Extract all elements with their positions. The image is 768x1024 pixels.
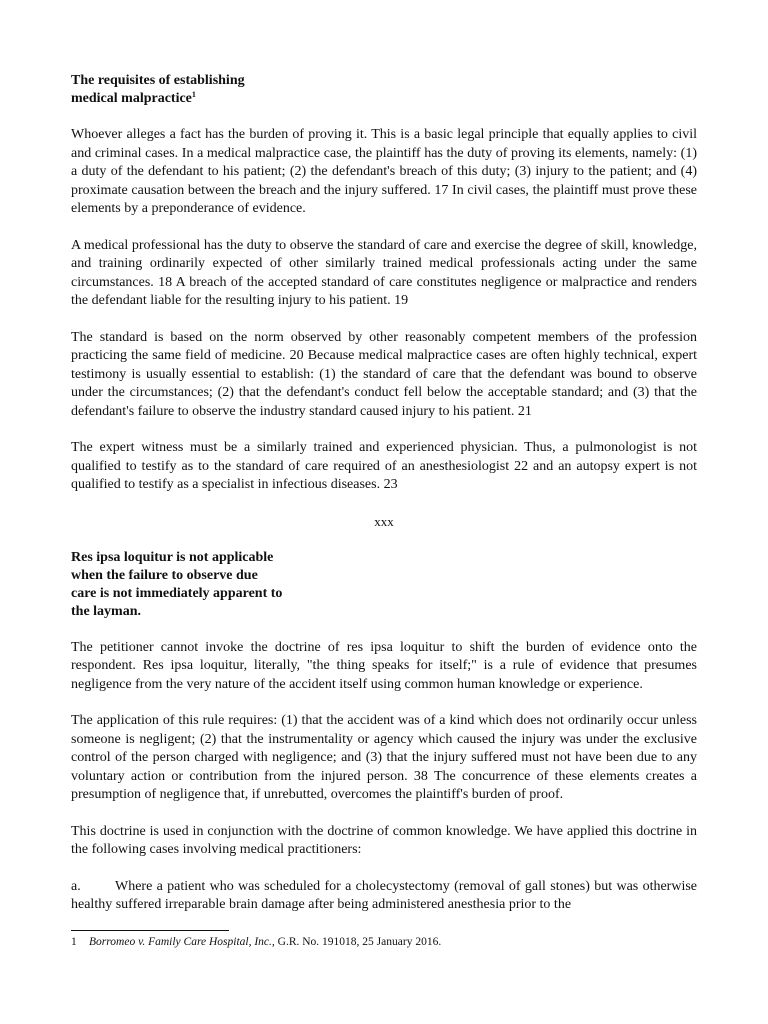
footnote-case-name: Borromeo v. Family Care Hospital, Inc., [89, 936, 275, 948]
paragraph-common-knowledge: This doctrine is used in conjunction with the doctrine of common knowledge. We have applied this doctrine in the following cases involving medical practitioners: [71, 823, 697, 857]
heading-line-1: The requisites of establishing [71, 73, 245, 88]
section-separator: xxx [374, 513, 394, 529]
section-heading-res-ipsa [71, 549, 697, 621]
document-page [71, 72, 697, 915]
paragraph-res-ipsa-definition: The petitioner cannot invoke the doctrine of res ipsa loquitur to shift the burden of evidence onto the respondent. Res ipsa loquitur, literally, "the thing speaks for itself;" is a rule of evidence that presumes negligence from the very nature of the accident itself using common human knowledge or experience. [71, 639, 697, 692]
heading-line: when the failure to observe due [71, 567, 258, 583]
paragraph-expert-witness: The expert witness must be a similarly trained and experienced physician. Thus, a pulmonologist is not qualified to testify as to the standard of care required of an anesthesiologist 22 and an autopsy expert is not qualified to testify as a specialist in infectious diseases. 23 [71, 440, 697, 492]
paragraph-standard: The standard is based on the norm observed by other reasonably competent members of the profession practicing the same field of medicine. 20 Because medical malpractice cases are often highly technical, expert testimony is usually essential to establish: (1) the standard of care that the defendant was bound to observe under the circumstances; (2) that the defendant's conduct fell below the acceptable standard; and (3) that the defendant's failure to observe the industry standard caused injury to his patient. 21 [71, 329, 697, 419]
heading-line: care is not immediately apparent to [71, 585, 283, 601]
heading-line: Res ipsa loquitur is not applicable [71, 549, 274, 565]
list-item [71, 878, 697, 915]
footnote-number: 1 [71, 936, 77, 948]
footnote-ref[interactable]: 1 [191, 90, 196, 99]
heading-line: the layman. [71, 603, 141, 619]
section-heading-malpractice [71, 72, 697, 108]
footnote-divider [71, 930, 229, 931]
footnote [71, 935, 697, 950]
footnote-citation: G.R. No. 191018, 25 January 2016. [274, 936, 442, 948]
list-item-text: Where a patient who was scheduled for a cholecystectomy (removal of gall stones) but was otherwise healthy suffered irreparable brain damage after being administered anesthesia prior to the [71, 878, 697, 912]
paragraph-burden-of-proof: Whoever alleges a fact has the burden of proving it. This is a basic legal principle that equally applies to civil and criminal cases. In a medical malpractice case, the plaintiff has the duty of proving its elements, namely: (1) a duty of the defendant to his patient; (2) the defendant's breach of this duty; (3) injury to the patient; and (4) proximate causation between the breach and the injury suffered. 17 In civil cases, the plaintiff must prove these elements by a preponderance of evidence. [71, 127, 697, 216]
paragraph-rule-requirements: The application of this rule requires: (1) that the accident was of a kind which does not ordinarily occur unless someone is negligent; (2) that the instrumentality or agency which caused the injury was under the exclusive control of the person charged with negligence; and (3) that the injury suffered must not have been due to any voluntary action or contribution from the injured person. 38 The concurrence of these elements creates a presumption of negligence that, if unrebutted, overcomes the plaintiff's burden of proof. [71, 713, 697, 802]
paragraph-duty-of-care: A medical professional has the duty to observe the standard of care and exercise the degree of skill, knowledge, and training ordinarily expected of other similarly trained medical professionals acting under the same circumstances. 18 A breach of the accepted standard of care constitutes negligence or malpractice and renders the defendant liable for the resulting injury to his patient. 19 [71, 237, 697, 308]
list-marker: a. [71, 878, 81, 894]
heading-line-2: medical malpractice [71, 91, 192, 106]
